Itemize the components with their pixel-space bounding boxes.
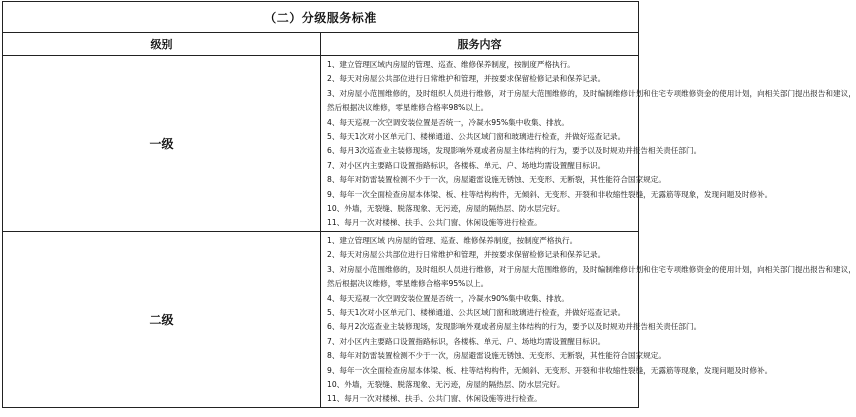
service-standard-table: [2, 1, 856, 408]
list-item: 7、对小区内主要路口设置指路标识，各楼栋、单元、户、场地均需设置醒目标识。: [327, 160, 606, 170]
list-item: 5、每天1次对小区单元门、楼梯通道、公共区域门窗和玻璃进行检查，并做好巡查记录。: [327, 307, 626, 317]
list-item: 10、外墙，无裂缝、脱落现象、无污迹，房屋的隔热层、防水层完好。: [327, 204, 565, 214]
list-item: 2、每天对房屋公共部位进行日常维护和管理，并按要求保留检修记录和保养记录。: [327, 250, 606, 260]
list-item: 8、每年对防雷装置检测不少于一次，房屋避雷设施无锈蚀、无变形、无断裂，其性能符合国家规定。: [327, 175, 666, 185]
list-item: 1、建立管理区域 内房屋的管理、巡查、维修保养制度，按制度严格执行。: [327, 235, 578, 245]
list-item: 然后根据决议维修，零星维修合格率98%以上。: [327, 103, 489, 113]
list-item: 9、每年一次全面检查房屋本体梁、板、柱等结构构件，无倾斜、无变形、开裂和非收缩性裂缝，无露筋等现象，发现问题及时修补。: [327, 365, 773, 375]
list-item: 1、建立管理区域内房屋的管理、巡查、维修保养制度，按制度严格执行。: [327, 60, 575, 69]
list-item: 11、每月一次对楼梯、扶手、公共门窗、休闲设施等进行检查。: [327, 394, 542, 404]
list-item: 6、每月2次巡查业主装修现场，发现影响外观或者房屋主体结构的行为，要予以及时规劝并报告相关责任部门。: [327, 322, 702, 332]
header-level: 级别: [3, 33, 321, 56]
list-item: 2、每天对房屋公共部位进行日常维护和管理，并按要求保留检修记录和保养记录。: [327, 74, 606, 84]
level-label: 一级: [3, 56, 321, 232]
list-item: 6、每月3次巡查业主装修现场，发现影响外观或者房屋主体结构的行为，要予以及时规劝并报告相关责任部门。: [327, 146, 702, 156]
title-row: [3, 2, 639, 33]
list-item: 4、每天巡视一次空调安装位置是否统一，冷凝水95%集中收集、排放。: [327, 117, 569, 127]
level-content: [321, 56, 856, 232]
level-content: [321, 231, 856, 407]
service-standard-sheet: [0, 1, 856, 417]
list-item: 然后根据决议维修，零星维修合格率95%以上。: [327, 279, 489, 289]
list-item: 3、对房屋小范围维修的，及时组织人员进行维修，对于房屋大范围维修的，及时编制维修计划和住宅专项维修资金的使用计划，向相关部门提出报告和建议，: [327, 264, 856, 274]
header-content: 服务内容: [321, 33, 639, 56]
list-item: 10、外墙，无裂缝、脱落现象、无污迹，房屋的隔热层、防水层完好。: [327, 379, 565, 389]
list-item: 4、每天巡视一次空调安装位置是否统一，冷凝水90%集中收集、排放。: [327, 293, 569, 303]
level-label: 二级: [3, 231, 321, 407]
header-row: [3, 33, 639, 56]
list-item: 7、对小区内主要路口设置指路标识，各楼栋、单元、户、场地均需设置醒目标识。: [327, 336, 606, 346]
list-item: 5、每天1次对小区单元门、楼梯通道、公共区域门窗和玻璃进行检查，并做好巡查记录。: [327, 132, 626, 142]
table-title: （二）分级服务标准: [3, 2, 639, 33]
level-row-2: [3, 231, 639, 407]
list-item: 11、每月一次对楼梯、扶手、公共门窗、休闲设施等进行检查。: [327, 218, 542, 228]
list-item: 3、对房屋小范围维修的，及时组织人员进行维修，对于房屋大范围维修的，及时编制维修计划和住宅专项维修资金的使用计划，向相关部门提出报告和建议，: [327, 88, 856, 98]
list-item: 9、每年一次全面检查房屋本体梁、板、柱等结构构件，无倾斜、无变形、开裂和非收缩性裂缝，无露筋等现象，发现问题及时修补。: [327, 189, 773, 199]
level-row-1: [3, 56, 639, 232]
list-item: 8、每年对防雷装置检测不少于一次，房屋避雷设施无锈蚀、无变形、无断裂，其性能符合国家规定。: [327, 351, 666, 361]
